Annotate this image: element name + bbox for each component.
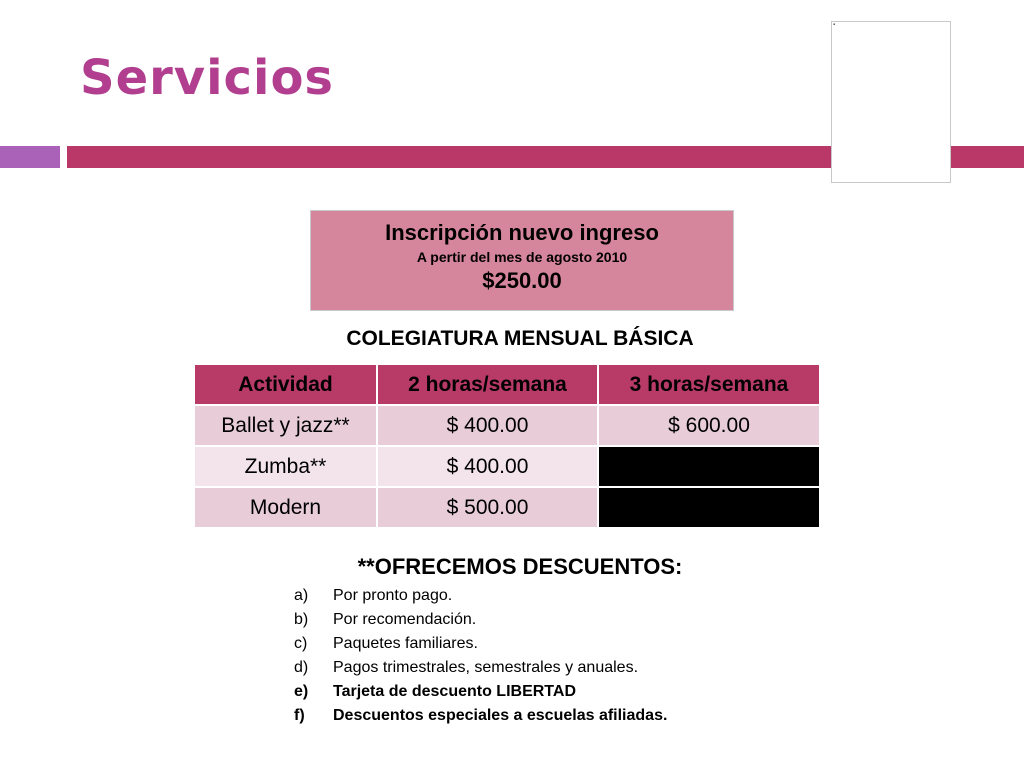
activity-cell: Ballet y jazz** — [194, 405, 377, 446]
table-row — [194, 405, 820, 446]
price-2h-cell: $ 400.00 — [377, 446, 598, 487]
slide-title: Servicios — [80, 50, 334, 106]
list-item-text: Por recomendación. — [333, 611, 477, 628]
list-item-text: Tarjeta de descuento LIBERTAD — [333, 683, 576, 700]
unavailable-cell — [598, 487, 820, 528]
price-2h-cell: $ 500.00 — [377, 487, 598, 528]
list-marker: b) — [294, 611, 309, 628]
table-row — [194, 487, 820, 528]
price-3h-cell: $ 600.00 — [598, 405, 820, 446]
list-item-text: Descuentos especiales a escuelas afiliadas. — [333, 707, 668, 724]
unavailable-cell — [598, 446, 820, 487]
thumbnail-marker-icon: ▪ — [833, 22, 836, 28]
enrollment-subtitle: A pertir del mes de agosto 2010 — [416, 249, 628, 265]
list-marker: d) — [294, 659, 309, 676]
price-2h-cell: $ 400.00 — [377, 405, 598, 446]
title-accent-bar — [0, 146, 60, 168]
fees-table-caption: COLEGIATURA MENSUAL BÁSICA — [346, 327, 694, 350]
list-item-text: Paquetes familiares. — [333, 635, 478, 652]
list-marker: f) — [294, 707, 305, 724]
header-2-hours: 2 horas/semana — [377, 364, 598, 405]
header-3-hours: 3 horas/semana — [598, 364, 820, 405]
activity-cell: Zumba** — [194, 446, 377, 487]
table-header-row — [194, 364, 820, 405]
list-item — [294, 608, 667, 632]
list-marker: a) — [294, 587, 309, 604]
enrollment-box — [310, 210, 734, 311]
list-item-text: Pagos trimestrales, semestrales y anuales. — [333, 659, 639, 676]
discounts-title: **OFRECEMOS DESCUENTOS: — [357, 554, 683, 579]
list-marker: c) — [294, 635, 308, 652]
list-item — [294, 656, 667, 680]
list-marker: e) — [294, 683, 309, 700]
enrollment-title: Inscripción nuevo ingreso — [385, 220, 659, 245]
page-thumbnail — [831, 21, 951, 183]
table-row — [194, 446, 820, 487]
activity-cell: Modern — [194, 487, 377, 528]
enrollment-price: $250.00 — [482, 268, 562, 293]
discounts-list — [294, 584, 667, 728]
list-item — [294, 632, 667, 656]
list-item — [294, 704, 667, 728]
header-activity: Actividad — [194, 364, 377, 405]
list-item — [294, 584, 667, 608]
fees-table — [193, 363, 821, 529]
list-item — [294, 680, 667, 704]
list-item-text: Por pronto pago. — [333, 587, 453, 604]
